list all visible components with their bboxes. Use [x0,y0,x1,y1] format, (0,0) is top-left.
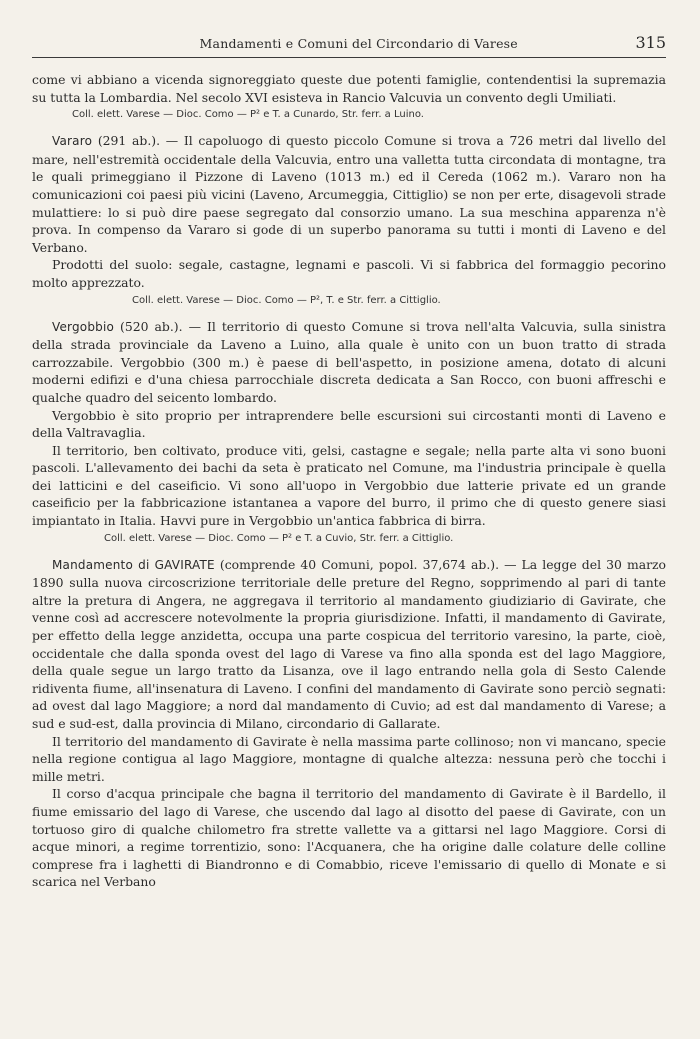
paragraph-rancio-end: come vi abbiano a vicenda signoreggiato queste due potenti famiglie, contendentisi la supremazia su tutta la Lombardia. Nel secolo XVI esisteva in Rancio Valcuvia un convento degli Umiliati. [32,72,666,105]
paragraph-vergobbio-territory: Il territorio, ben coltivato, produce viti, gelsi, castagne e segale; nella parte alta vi sono buoni pascoli. L'allevamento dei bachi da seta è praticato nel Comune, ma l'industria principale è quella dei latticini e del caseificio. Vi sono all'uopo in Vergobbio due latterie private ed un grande caseificio per la fabbricazione istantanea a vapore del burro, il primo che di questo genere siasi impiantato in Italia. Havvi pure in Vergobbio un'antica fabbrica di birra. [32,442,666,529]
entry-text-gavirate: (comprende 40 Comuni, popol. 37,674 ab.). — La legge del 30 marzo 1890 sulla nuova circoscrizione territoriale delle preture del Regno, sopprimendo al pari di tante altre la pretura di Angera, ne aggregava il territorio al mandamento giudiziario di Gavirate, che venne così ad accrescere notevolmente la propria giurisdizione. Infatti, il mandamento di Gavirate, per effetto della legge anzidetta, occupa una parte cospicua del territorio varesino, la parte, cioè, occidentale che dalla sponda ovest del lago di Varese va fino alla sponda est del lago Maggiore, della quale segue un largo tratto da Lisanza, ove il lago entrando nella gola di Sesto Calende ridiventa fiume, all'insenatura di Laveno. I confini del mandamento di Gavirate sono perciò segnati: ad ovest dal lago Maggiore; a nord dal mandamento di Cuvio; ad est dal mandamento di Varese; a sud e sud-est, dalla provincia di Milano, circondario di Gallarate. [32,556,666,731]
paragraph-vararo-products: Prodotti del suolo: segale, castagne, legnami e pascoli. Vi si fabbrica del formaggio pecorino molto apprezzato. [32,257,666,290]
paragraph-vergobbio-excursions: Vergobbio è sito proprio per intraprendere belle escursioni sui circostanti monti di Laveno e della Valtravaglia. [32,407,666,441]
coll-elett-vergobbio: Coll. elett. Varese — Dioc. Como — P² e T. a Cuvio, Str. ferr. a Cittiglio. [104,532,454,544]
coll-elett-rancio: Coll. elett. Varese — Dioc. Como — P² e T. a Cunardo, Str. ferr. a Luino. [72,109,424,121]
entry-text-vergobbio: (520 ab.). — Il territorio di questo Comune si trova nell'alta Valcuvia, sulla sinistra della strada provinciale da Laveno a Luino, alla quale è unito con un buon tratto di strada carrozzabile. Vergobbio (300 m.) è paese di bell'aspetto, in posizione amena, dotato di alcuni moderni edifizi e d'una chiesa parrocchiale discreta dedicata a San Rocco, con buoni affreschi e qualche quadro del seicento lombardo. [32,318,666,405]
paragraph-gavirate-waters: Il corso d'acqua principale che bagna il territorio del mandamento di Gavirate è il Bardello, il fiume emissario del lago di Varese, che uscendo dal lago al disotto del paese di Gavirate, con un tortuoso giro di qualche chilometro fra strette vallette va a gittarsi nel lago Maggiore. Corsi di acque minori, a regime torrentizio, sono: l'Acquanera, che ha origine dalle colature delle colline comprese fra i laghetti di Biandronno e di Comabbio, riceve l'emissario di quello di Monate e si scarica nel Verbano [32,786,666,890]
entry-vararo [32,132,666,256]
entry-gavirate [32,556,666,733]
entry-text-vararo: (291 ab.). — Il capoluogo di questo piccolo Comune si trova a 726 metri dal livello del mare, nell'estremità occidentale della Valcuvia, entro una valletta tutta circondata di montagne, tra le quali primeggiano il Pizzone di Laveno (1013 m.) ed il Cereda (1062 m.). Vararo non ha comunicazioni coi paesi più vicini (Laveno, Arcumeggia, Cittiglio) se non per erte, disagevoli strade mulattiere: lo si può dire paese segregato dal consorzio umano. La sua meschina apparenza n'è prova. In compenso da Vararo si gode di un superbo panorama su tutti i monti di Laveno e del Verbano. [32,133,666,255]
text-body [32,71,666,891]
entry-vergobbio [32,318,666,407]
page-number: 315 [635,33,666,52]
entry-name-vergobbio: Vergobbio [52,319,115,334]
header-title: Mandamenti e Comuni del Circondario di Varese [199,36,518,51]
paragraph-gavirate-terrain: Il territorio del mandamento di Gavirate è nella massima parte collinoso; non vi mancano, specie nella regione contigua al lago Maggiore, montagne di qualche altezza: nessuna però che tocchi i mille metri. [32,733,666,784]
entry-name-vararo: Vararo [52,134,93,149]
coll-elett-vararo: Coll. elett. Varese — Dioc. Como — P², T. e Str. ferr. a Cittiglio. [132,294,441,306]
running-header [32,0,666,58]
entry-name-gavirate: Mandamento di GAVIRATE [52,557,215,572]
